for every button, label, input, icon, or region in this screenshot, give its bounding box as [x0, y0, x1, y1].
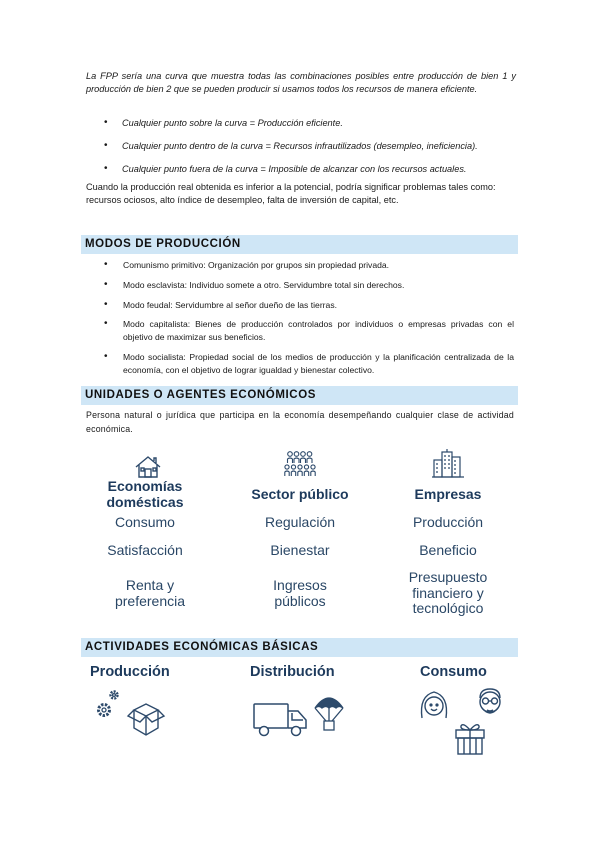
list-item: • Comunismo primitivo: Organización por grupos sin propiedad privada.: [104, 259, 514, 272]
sector-row-1: Regulación: [264, 514, 336, 530]
section-heading-actividades: ACTIVIDADES ECONÓMICAS BÁSICAS: [81, 638, 518, 657]
empresas-row-1: Producción: [412, 514, 484, 530]
man-glasses-face-icon: [474, 686, 506, 724]
gift-icon: [453, 720, 487, 756]
empresas-row-2: Beneficio: [419, 542, 477, 558]
text-line: preferencia: [114, 592, 186, 609]
heading-line: Economías: [107, 478, 183, 494]
list-item: • Modo socialista: Propiedad social de los medios de producción y la planificación centralizada de la economía, con el objetivo de lograr igualdad y bienestar colectivo.: [104, 351, 514, 377]
list-item: • Cualquier punto dentro de la curva = Recursos infrautilizados (desempleo, ineficiencia).: [104, 140, 524, 152]
text-line: públicos: [274, 592, 326, 609]
economias-row-3: [90, 578, 210, 609]
text-line: Presupuesto: [408, 569, 488, 585]
text-line: Ingresos: [273, 577, 327, 593]
list-item: • Modo esclavista: Individuo somete a otro. Servidumbre total sin derechos.: [104, 279, 514, 292]
list-item: • Cualquier punto sobre la curva = Producción eficiente.: [104, 117, 524, 129]
text-line: tecnológico: [412, 600, 484, 616]
house-icon: [134, 455, 162, 479]
box-icon: [126, 696, 166, 738]
truck-icon: [252, 700, 310, 738]
unidades-description: Persona natural o jurídica que participa en la economía desempeñando cualquier clase de actividad económica.: [86, 410, 514, 434]
fpp-bullets: [104, 117, 524, 186]
buildings-icon: [432, 448, 464, 478]
woman-face-icon: [418, 688, 450, 724]
fpp-conclusion: Cuando la producción real obtenida es inferior a la potencial, podría significar problemas tales como: recursos ociosos, alto índice de desempleo, falta de inversión de capital, etc.: [86, 182, 496, 205]
text-line: Renta y: [125, 577, 175, 593]
modos-list: [104, 259, 514, 384]
gears-icon: [94, 688, 124, 722]
people-group-icon: [284, 450, 316, 478]
column-heading-empresas: Empresas: [414, 486, 482, 502]
activity-distribucion: Distribución: [250, 664, 335, 680]
fpp-intro-paragraph: La FPP sería una curva que muestra todas las combinaciones posibles entre producción de bien 1 y producción de bien 2 que se pueden producir si usamos todos los recursos de manera eficiente.: [86, 71, 516, 94]
activity-produccion: Producción: [90, 664, 170, 680]
column-heading-sector-publico: Sector público: [251, 486, 349, 502]
parachute-package-icon: [313, 694, 345, 732]
list-item: • Cualquier punto fuera de la curva = Imposible de alcanzar con los recursos actuales.: [104, 163, 524, 175]
list-item: • Modo feudal: Servidumbre al señor dueño de las tierras.: [104, 299, 514, 312]
sector-row-2: Bienestar: [270, 542, 330, 558]
sector-row-3: [240, 578, 360, 609]
activity-consumo: Consumo: [420, 664, 487, 680]
economias-row-2: Satisfacción: [107, 542, 183, 558]
list-item: • Modo capitalista: Bienes de producción controlados por individuos o empresas privadas con el objetivo de maximizar sus beneficios.: [104, 318, 514, 344]
section-heading-unidades: UNIDADES O AGENTES ECONÓMICOS: [81, 386, 518, 405]
column-heading-economias: [90, 478, 200, 510]
empresas-row-3: [392, 570, 504, 617]
section-heading-modos: MODOS DE PRODUCCIÓN: [81, 235, 518, 254]
text-line: financiero y: [412, 584, 484, 601]
heading-line: domésticas: [106, 494, 184, 510]
economias-row-1: Consumo: [115, 514, 175, 530]
